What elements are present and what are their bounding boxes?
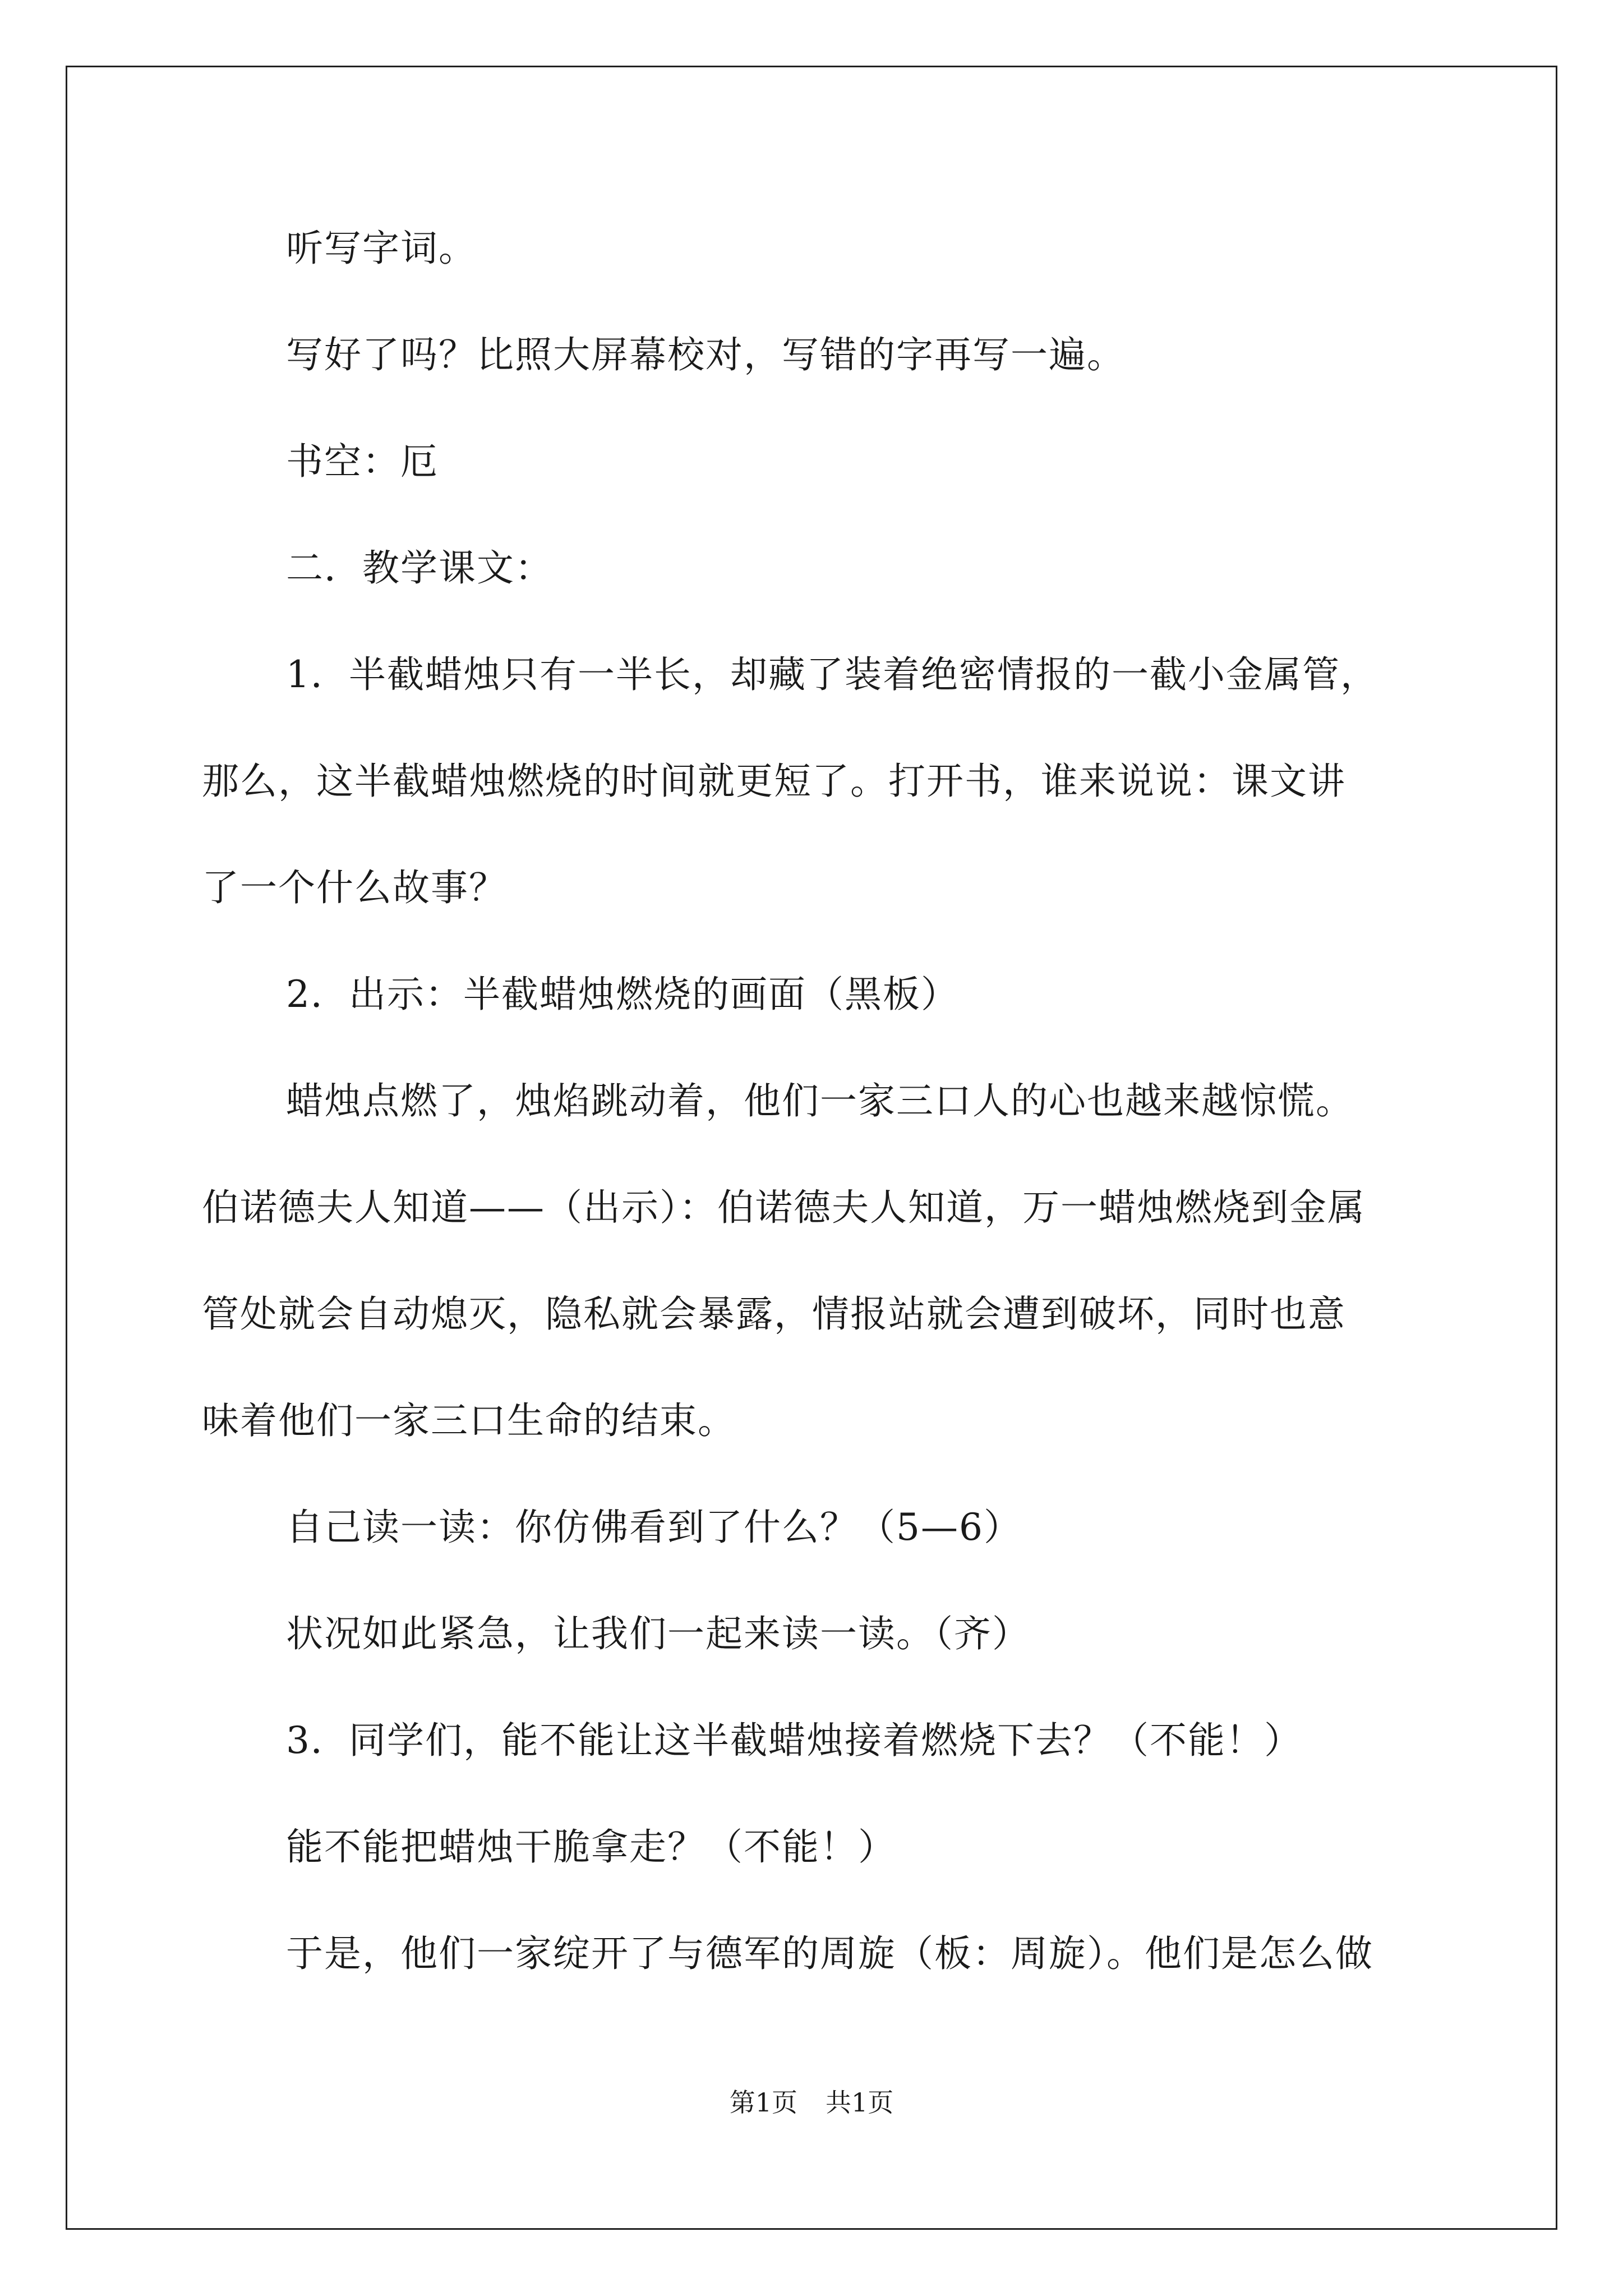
paragraph-line: 书空：厄 <box>286 440 439 483</box>
paragraph-line: 了一个什么故事？ <box>202 866 507 909</box>
document-body <box>202 0 1430 2019</box>
paragraph-line: 那么，这半截蜡烛燃烧的时间就更短了。打开书，谁来说说：课文讲 <box>202 760 1346 803</box>
page-footer <box>0 2087 1623 2118</box>
paragraph-line: 1．半截蜡烛只有一半长，却藏了装着绝密情报的一截小金属管， <box>286 653 1378 696</box>
page-number: 第1页 <box>729 2087 797 2118</box>
paragraph-line: 管处就会自动熄灭，隐私就会暴露，情报站就会遭到破坏，同时也意 <box>202 1292 1346 1336</box>
paragraph-line: 伯诺德夫人知道——（出示）：伯诺德夫人知道，万一蜡烛燃烧到金属 <box>202 1186 1366 1229</box>
paragraph-line: 2．出示：半截蜡烛燃烧的画面（黑板） <box>286 973 959 1016</box>
paragraph-line: 能不能把蜡烛干脆拿走？（不能！） <box>286 1825 896 1869</box>
paragraph-line: 味着他们一家三口生命的结束。 <box>202 1399 736 1442</box>
paragraph-line: 状况如此紧急，让我们一起来读一读。（齐） <box>286 1612 1030 1655</box>
section-heading: 二．教学课文： <box>286 546 553 590</box>
paragraph-line: 3．同学们，能不能让这半截蜡烛接着燃烧下去？（不能！） <box>286 1719 1302 1762</box>
page-total: 共1页 <box>826 2087 894 2118</box>
paragraph-line: 听写字词。 <box>286 227 477 270</box>
paragraph-line: 于是，他们一家绽开了与德军的周旋（板：周旋）。他们是怎么做 <box>286 1932 1373 1975</box>
paragraph-line: 写好了吗？比照大屏幕校对，写错的字再写一遍。 <box>286 333 1125 376</box>
paragraph-line: 自己读一读：你仿佛看到了什么？（5—6） <box>286 1506 1022 1549</box>
paragraph-line: 蜡烛点燃了，烛焰跳动着，他们一家三口人的心也越来越惊慌。 <box>286 1079 1354 1122</box>
